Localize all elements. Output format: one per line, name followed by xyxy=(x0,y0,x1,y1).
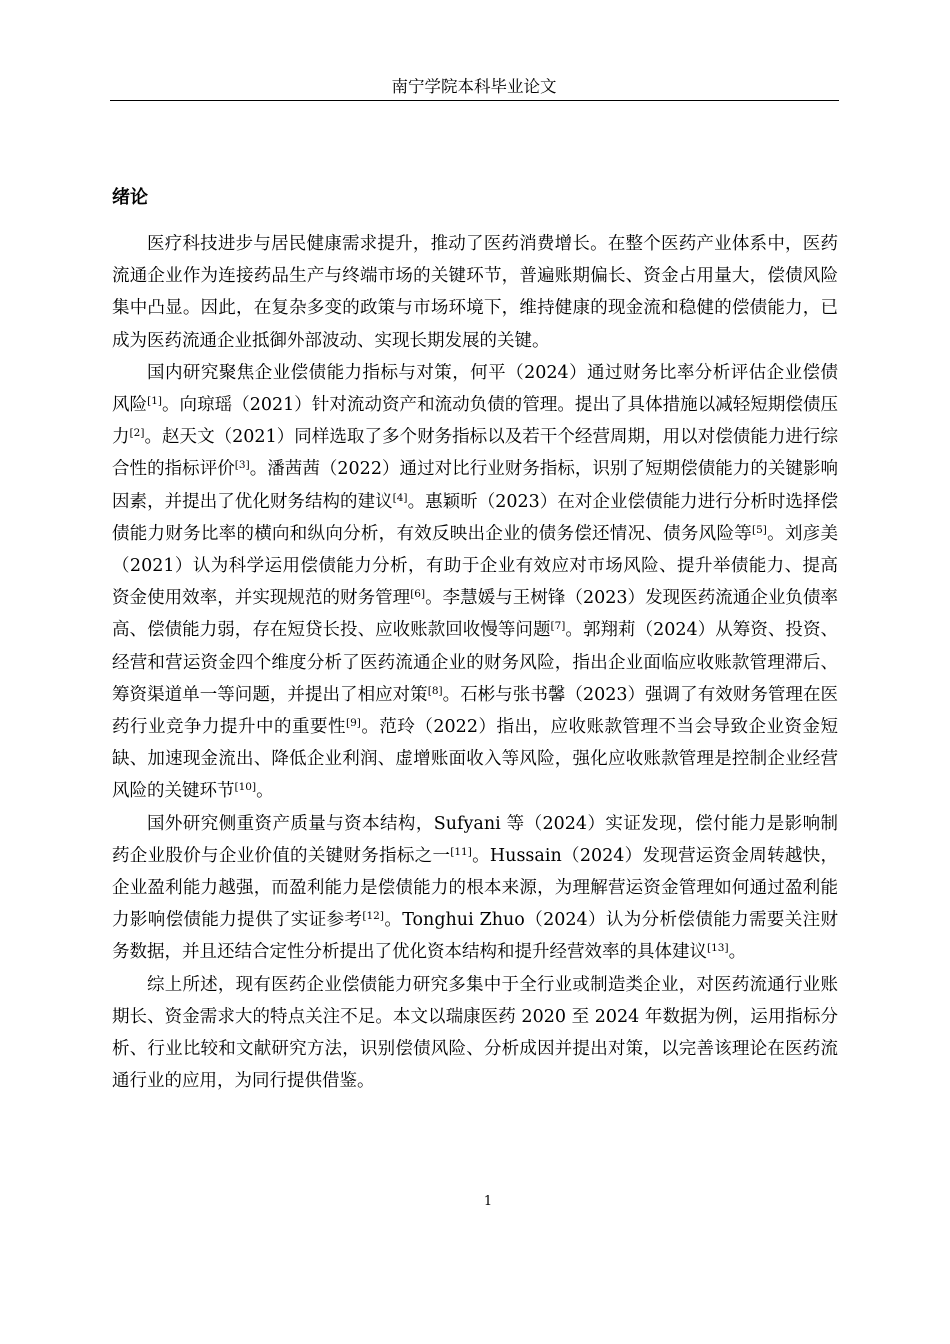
page-number: 1 xyxy=(483,1194,493,1209)
paragraph-text: 医疗科技进步与居民健康需求提升，推动了医药消费增长。在整个医药产业体系中，医药流通企业作为连接药品生产与终端市场的关键环节，普遍账期偏长、资金占用量大，偿债风险集中凸显。因此，在复杂多变的政策与市场环境下，维持健康的现金流和稳健的偿债能力，已成为医药流通企业抵御外部波动、实现长期发展的关键。 xyxy=(112,234,838,351)
paragraph-text: 。刘彦美（2021）认为科学运用偿债能力分析，有助于企业有效应对市场风险、提升举债能力、提高资金使用效率，并实现规范的财务管理 xyxy=(112,523,839,609)
citation-ref: [7] xyxy=(550,620,566,633)
paragraph-text: 综上所述，现有医药企业偿债能力研究多集中于全行业或制造类企业，对医药流通行业账期长、资金需求大的特点关注不足。本文以瑞康医药 2020 至 2024 年数据为例，运用指标分析、行业比较和文献研究方法，识别偿债风险、分析成因并提出对策，以完善该理论在医药流通行业的应用，为同行提供借鉴。 xyxy=(112,974,838,1092)
section-heading: 绪论 xyxy=(112,187,148,208)
paragraph-text: 。 xyxy=(256,781,274,802)
paragraph-text: 。潘茜茜（2022）通过对比行业财务指标，识别了短期偿债能力的关键影响因素，并提出了优化财务结构的建议 xyxy=(112,459,839,512)
citation-ref: [11] xyxy=(450,845,472,858)
paragraph-text: 。李慧媛与王树锋（2023）发现医药流通企业负债率高、偿债能力弱，存在短贷长投、应收账款回收慢等问题 xyxy=(112,588,838,641)
citation-ref: [2] xyxy=(129,427,145,440)
running-header: 南宁学院本科毕业论文 xyxy=(391,77,557,96)
citation-ref: [1] xyxy=(147,395,162,408)
header-rule xyxy=(110,100,839,101)
paragraph-text: 。Hussain（2024）发现营运资金周转越快，企业盈利能力越强，而盈利能力是偿债能力的根本来源，为理解营运资金管理如何通过盈利能力影响偿债能力提供了实证参考 xyxy=(112,845,838,931)
citation-ref: [12] xyxy=(362,910,384,923)
paragraph-text: 。郭翔莉（2024）从筹资、投资、经营和营运资金四个维度分析了医药流通企业的财务风险，指出企业面临应收账款管理滞后、筹资渠道单一等问题，并提出了相应对策 xyxy=(112,620,838,705)
paragraph-text: 国内研究聚焦企业偿债能力指标与对策，何平（2024）通过财务比率分析评估企业偿债风险 xyxy=(112,362,838,416)
citation-ref: [10] xyxy=(234,781,257,794)
citation-ref: [4] xyxy=(392,491,408,504)
paragraph xyxy=(112,357,838,808)
citation-ref: [8] xyxy=(427,684,443,697)
body-text xyxy=(112,228,838,1097)
citation-ref: [6] xyxy=(410,588,426,601)
citation-ref: [13] xyxy=(707,942,729,955)
paragraph-text: 。范玲（2022）指出，应收账款管理不当会导致企业资金短缺、加速现金流出、降低企业利润、虚增账面收入等风险，强化应收账款管理是控制企业经营风险的关键环节 xyxy=(112,717,838,802)
paragraph-text: 。 xyxy=(728,942,747,963)
paragraph xyxy=(112,808,838,969)
paragraph-text: 。向琼瑶（2021）针对流动资产和流动负债的管理。提出了具体措施以减轻短期偿债压力 xyxy=(112,395,838,448)
paragraph-text: 。赵天文（2021）同样选取了多个财务指标以及若干个经营周期，用以对偿债能力进行综合性的指标评价 xyxy=(112,427,838,480)
paragraph-text: 。惠颖昕（2023）在对企业偿债能力进行分析时选择偿债能力财务比率的横向和纵向分析，有效反映出企业的债务偿还情况、债务风险等 xyxy=(112,491,838,544)
paragraph xyxy=(112,228,838,357)
citation-ref: [3] xyxy=(234,459,250,472)
paragraph-text: 。石彬与张书馨（2023）强调了有效财务管理在医药行业竞争力提升中的重要性 xyxy=(112,684,838,738)
paragraph-text: 。Tonghui Zhuo（2024）认为分析偿债能力需要关注财务数据，并且还结合定性分析提出了优化资本结构和提升经营效率的具体建议 xyxy=(112,910,839,963)
citation-ref: [5] xyxy=(752,523,767,536)
citation-ref: [9] xyxy=(346,717,361,730)
paragraph-text: 国外研究侧重资产质量与资本结构，Sufyani 等（2024）实证发现，偿付能力是影响制药企业股价与企业价值的关键财务指标之一 xyxy=(112,813,838,866)
paragraph xyxy=(112,969,838,1098)
